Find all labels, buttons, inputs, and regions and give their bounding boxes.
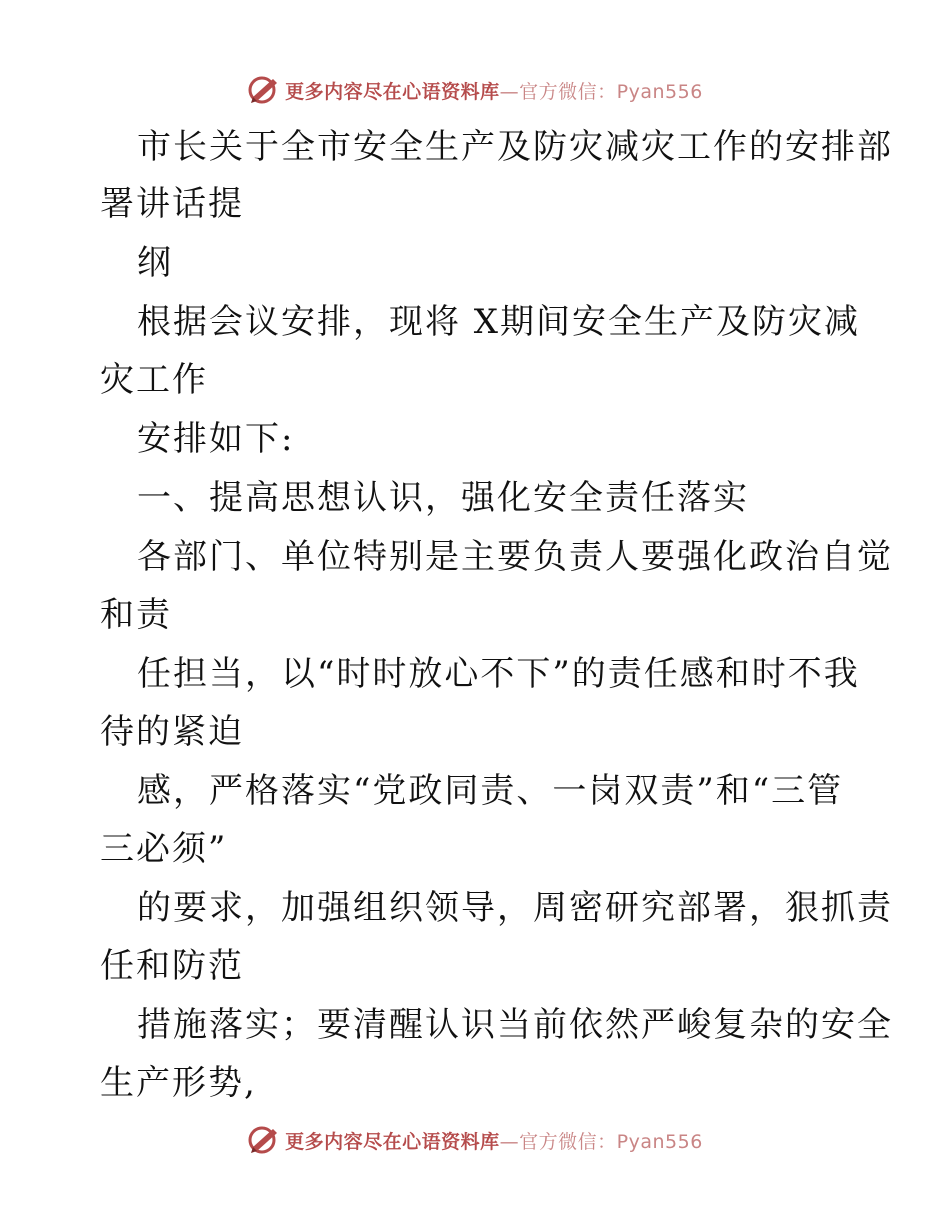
paragraph-line: 感，严格落实“党政同责、一岗双责”和“三管 bbox=[137, 771, 844, 811]
paragraph-line: 安排如下: bbox=[137, 419, 295, 459]
paragraph-line: 生产形势, bbox=[100, 1063, 257, 1103]
pen-logo-icon bbox=[247, 1123, 281, 1157]
document-title-line-2: 署讲话提 bbox=[100, 184, 244, 224]
section-heading: 一、提高思想认识，强化安全责任落实 bbox=[137, 478, 749, 518]
paragraph-line: 待的紧迫 bbox=[100, 712, 244, 752]
watermark-contact: —官方微信：Pyan556 bbox=[499, 80, 703, 103]
paragraph-line: 任担当，以“时时放心不下”的责任感和时不我 bbox=[137, 654, 860, 694]
paragraph-line: 各部门、单位特别是主要负责人要强化政治自觉 bbox=[137, 537, 893, 577]
watermark-contact: —官方微信：Pyan556 bbox=[499, 1130, 703, 1153]
paragraph-line: 灾工作 bbox=[100, 360, 208, 400]
paragraph-line: 和责 bbox=[100, 595, 172, 635]
watermark-brand: 更多内容尽在心语资料库 bbox=[285, 80, 500, 103]
document-title-line-1: 市长关于全市安全生产及防灾减灾工作的安排部 bbox=[137, 127, 893, 167]
footer-watermark bbox=[0, 1120, 950, 1160]
watermark-brand: 更多内容尽在心语资料库 bbox=[285, 1130, 500, 1153]
watermark-text bbox=[285, 1127, 703, 1154]
paragraph-line: 三必须” bbox=[100, 829, 228, 869]
paragraph-line: 根据会议安排，现将 X期间安全生产及防灾减 bbox=[137, 302, 861, 342]
paragraph-line: 措施落实；要清醒认识当前依然严峻复杂的安全 bbox=[137, 1005, 893, 1045]
document-title-line-3: 纲 bbox=[137, 243, 173, 283]
paragraph-line: 的要求，加强组织领导，周密研究部署，狠抓责 bbox=[137, 888, 893, 928]
paragraph-line: 任和防范 bbox=[100, 946, 244, 986]
